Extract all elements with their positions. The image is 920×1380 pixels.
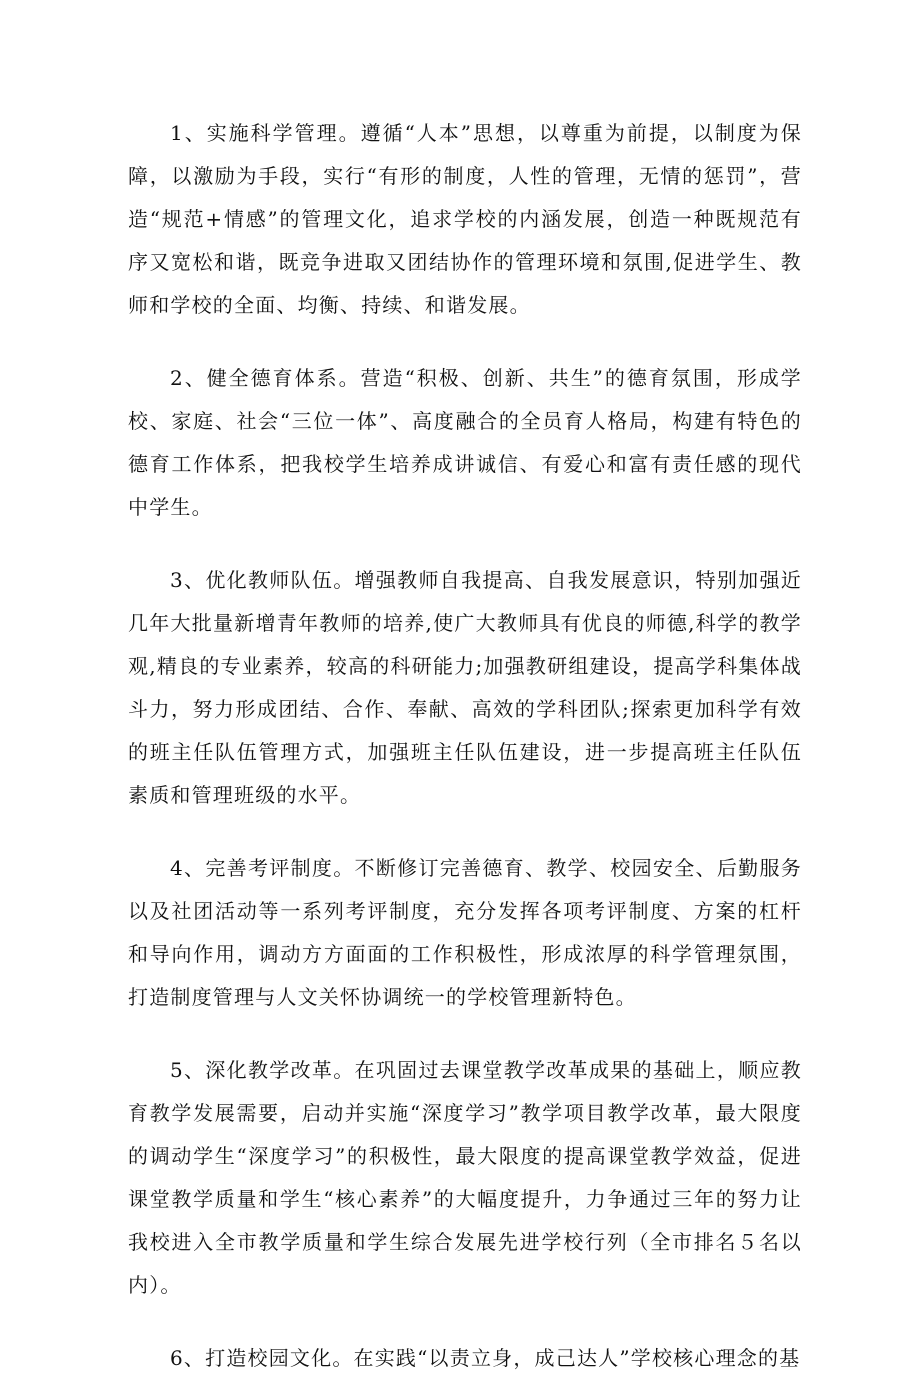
paragraph-moral-education: 2、健全德育体系。营造“积极、创新、共生”的德育氛围，形成学校、家庭、社会“三位一体”、高度融合的全员育人格局，构建有特色的德育工作体系，把我校学生培养成讲诚信、有爱心和富有责任感的现代中学生。 [128, 366, 802, 519]
paragraph-evaluation-system: 4、完善考评制度。不断修订完善德育、教学、校园安全、后勤服务以及社团活动等一系列考评制度，充分发挥各项考评制度、方案的杠杆和导向作用，调动方方面面的工作积极性，形成浓厚的科学管理氛围，打造制度管理与人文关怀协调统一的学校管理新特色。 [128, 856, 802, 1009]
paragraph-teacher-team: 3、优化教师队伍。增强教师自我提高、自我发展意识，特别加强近几年大批量新增青年教师的培养,使广大教师具有优良的师德,科学的教学观,精良的专业素养，较高的科研能力;加强教研组建设，提高学科集体战斗力，努力形成团结、合作、奉献、高效的学科团队;探索更加科学有效的班主任队伍管理方式，加强班主任队伍建设，进一步提高班主任队伍素质和管理班级的水平。 [128, 568, 802, 807]
paragraph-management: 1、实施科学管理。遵循“人本”思想，以尊重为前提，以制度为保障，以激励为手段，实行“有形的制度，人性的管理，无情的惩罚”，营造“规范+情感”的管理文化，追求学校的内涵发展，创造一种既规范有序又宽松和谐，既竞争进取又团结协作的管理环境和氛围,促进学生、教师和学校的全面、均衡、持续、和谐发展。 [128, 121, 802, 317]
paragraph-teaching-reform: 5、深化教学改革。在巩固过去课堂教学改革成果的基础上，顺应教育教学发展需要，启动并实施“深度学习”教学项目教学改革，最大限度的调动学生“深度学习”的积极性，最大限度的提高课堂教学效益，促进课堂教学质量和学生“核心素养”的大幅度提升，力争通过三年的努力让我校进入全市教学质量和学生综合发展先进学校行列（全市排名５名以内）。 [128, 1058, 802, 1297]
paragraph-campus-culture: 6、打造校园文化。在实践“以责立身，成己达人”学校核心理念的基 [170, 1346, 801, 1370]
